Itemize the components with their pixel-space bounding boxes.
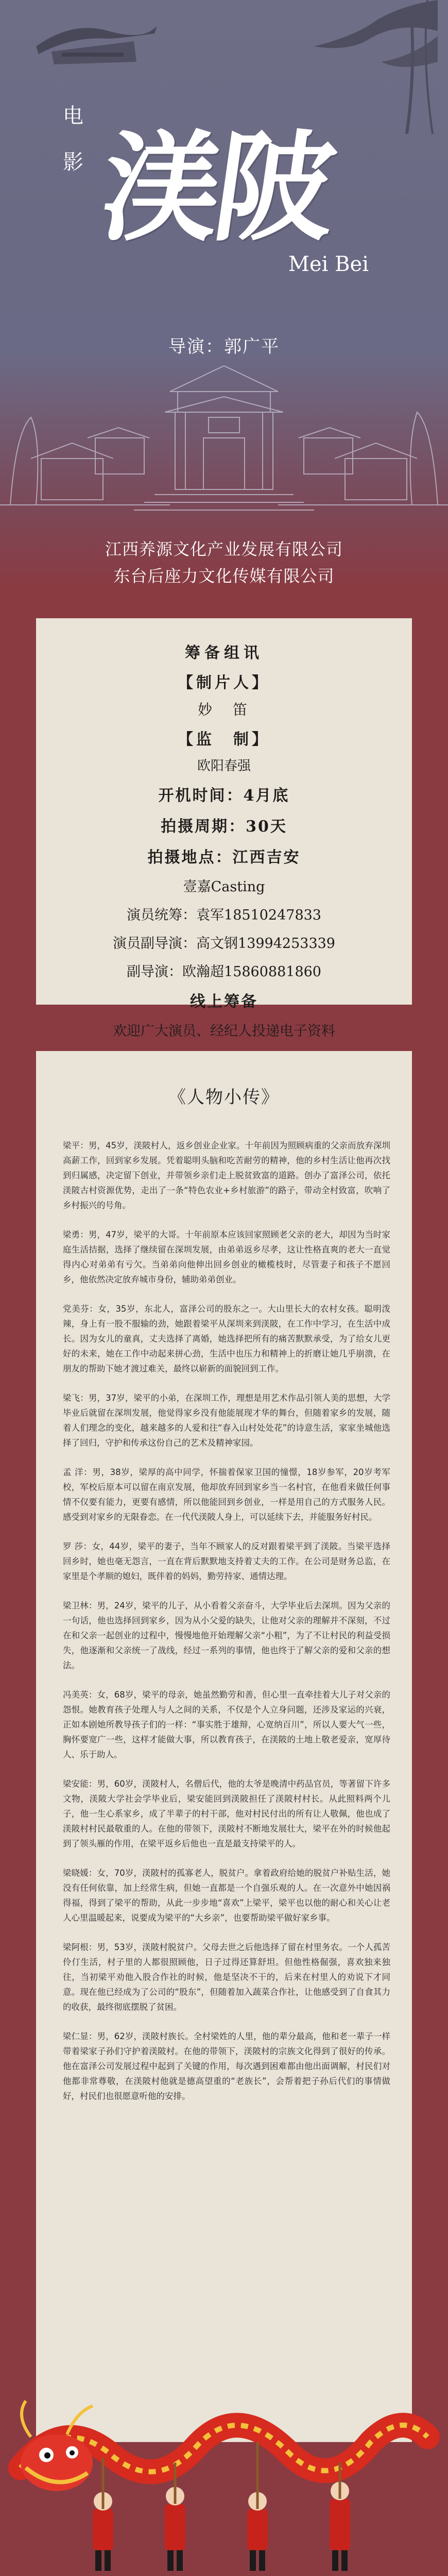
supervisor-label: 【监 制】	[178, 731, 270, 749]
ink-tree-illustration	[283, 0, 438, 134]
crew-announcement-card	[36, 618, 412, 1039]
cast-deputy-director-1: 演员副导演：高文钢13994253339	[113, 936, 335, 952]
bio-paragraph: 梁晓媛：女，70岁，渼陂村的孤寡老人，脱贫户。拿着政府给她的脱贫户补贴生活，她没有任何依靠，加上经常生病，但她一直都是一个自强乐观的人。在一次意外中她因祸得福，得到了梁平的帮助，从此一步步地“喜欢”上梁平，梁平也以他的耐心和关心让老人心里温暖起来，说要成为梁平的“大乡亲”，也要帮助梁平做好家乡事。	[63, 1868, 390, 1923]
producer-name: 妙 笛	[197, 701, 250, 718]
crew-heading: 筹备组讯	[185, 644, 263, 662]
producer-label: 【制片人】	[178, 674, 270, 692]
film-label-char-1: 电	[63, 104, 83, 128]
bio-paragraph: 梁安能：男，60岁，渼陂村人，名僧后代，他的太爷是晚清中药品官员，等著留下许多文物，渼陂大学社会学毕业后，梁安能回到渼陂担任了渼陂村村长。从此照料两个儿子，他一生心系家乡，成了半辈子的村干部，他对村民付出的所有让人敬佩，他也成了渼陂村村民最敬重的人。在他的带领下，渼陂村不断地发展壮大，梁平在外的时候他起到了领头雁的作用，在梁平返乡后他也一直是最支持梁平的人。	[63, 1779, 390, 1849]
movie-title-chinese: 渼陂	[93, 118, 339, 258]
production-companies	[0, 536, 448, 587]
cast-deputy-director-2: 副导演：欧瀚超15860881860	[127, 964, 321, 980]
bio-paragraph: 梁阿根：男，53岁，渼陂村脱贫户。父母去世之后他选择了留在村里务农。一个人孤苦伶仃生活，村子里的人都很照顾他，日子过得还算舒坦。但他性格倔强，喜欢独来独往，当初梁平劝他入股合作社的时候，他是坚决不干的，后来在村里人的劝说下才同意。现在他已经成为了公司的“股东”，但随着加入蔬菜合作社，让他感受到了自食其力的收获，最终彻底摆脱了贫困。	[63, 1942, 390, 2012]
movie-title-english: Mei Bei	[288, 252, 369, 276]
bio-paragraph: 梁平：男，45岁，渼陂村人，返乡创业企业家。十年前因为照顾病重的父亲而放弃深圳高薪工作，回到家乡发展。凭着聪明头脑和吃苦耐劳的精神，他的乡村生活让他再次找到归属感，决定留下创业，并带领乡亲们走上脱贫致富的道路。创办了富泽公司，依托渼陂古村资源优势，走出了一条“特色农业+乡村旅游”的路子，带动全村致富，吹响了乡村振兴的号角。	[63, 1141, 390, 1210]
dragon-dance-illustration	[0, 2339, 448, 2576]
welcome-note: 欢迎广大演员、经纪人投递电子资料	[113, 1023, 335, 1039]
shoot-period: 拍摄周期：30天	[161, 818, 287, 836]
film-label	[58, 93, 89, 185]
online-prep: 线上筹备	[190, 993, 258, 1011]
company-1: 江西养源文化产业发展有限公司	[105, 539, 343, 559]
hero-banner	[0, 0, 448, 587]
bio-paragraph: 梁飞：男，37岁，梁平的小弟，在深圳工作，理想是用艺术作品引领人美的思想，大学毕业后就留在深圳发展，他觉得家乡没有他能展现才华的舞台，但随着家乡的发展，随着人们理念的变化，越来越多的人爱和往“春入山村处处花”的诗意生活，家家坐城他选择了回归，守护和传承这份自己的艺术及精神家园。	[63, 1393, 390, 1448]
bio-paragraph: 党美芬：女，35岁，东北人，富泽公司的股东之一。大山里长大的农村女孩。聪明泼辣，身上有一股不服输的劲，她跟着梁平从深圳来到渼陂，在工作中学习，在生活中成长。因为女儿的童真，丈夫选择了离婚，她选择把所有的痛苦默默承受，为了给女儿更好的未来，她在工作中动起来拼心劲，生活中也压力和精神上的折磨让她几乎崩溃，在朋友的帮助下她才渡过难关，最终以崭新的面貌回到工作。	[63, 1304, 390, 1374]
film-label-char-2: 影	[63, 150, 83, 174]
casting-agency: 壹嘉Casting	[183, 879, 265, 895]
company-2: 东台后座力文化传媒有限公司	[113, 566, 335, 586]
bio-paragraph: 孟 洋：男，38岁，梁厚的高中同学，怀揣着保家卫国的憧憬，18岁参军，20岁考军校，军校后原本可以留在南京发展，他却放弃回到家乡当一名村官，在他看来做任何事情不仅要有能力，更要有感情，所以他能回到乡创业，一样是用自己的方式服务人民。感受到对家乡的无限眷恋。在一代代渼陂人身上，可以延续下去，并能服务好村民。	[63, 1467, 390, 1522]
start-time: 开机时间：4月底	[158, 787, 290, 805]
bio-paragraph: 罗 莎：女，44岁，梁平的妻子，当年不顾家人的反对跟着梁平到了渼陂。当梁平选择回乡时，她也毫无怨言，一直在背后默默地支持着丈夫的工作。在公司是财务总监，在家里是个孝顺的媳妇，既伴着的妈妈，勤劳持家、通情达理。	[63, 1541, 390, 1581]
bio-paragraph: 梁卫林：男，24岁，梁平的儿子，从小看着父亲奋斗，大学毕业后去深圳。因为父亲的一句话，他也选择回到家乡，因为从小父爱的缺失，让他对父亲的理解并不深刻，不过在和父亲一起创业的过程中，慢慢地他开始理解父亲“小粗”，为了不让村民的利益受损失，他逐渐和父亲统一了战线，经过一系列的事情，他也终于了解父亲的爱和父亲的想法。	[63, 1601, 390, 1670]
bios-title: 《人物小传》	[168, 1087, 280, 1108]
shoot-location: 拍摄地点：江西吉安	[147, 849, 301, 867]
character-bios-card	[36, 1051, 412, 2442]
bio-paragraph: 梁勇：男，47岁，梁平的大哥。十年前原本应该回家照顾老父亲的老大，却因为当时家庭生活拮据，选择了继续留在深圳发展，由弟弟返乡尽孝，这让性格直爽的老大一直觉得内心对弟弟有亏欠。当弟弟向他伸出回乡创业的橄榄枝时，尽管妻子和孩子不愿回乡，他依然决定放弃城市身份，辅助弟弟创业。	[63, 1230, 390, 1284]
ink-roof-illustration	[31, 10, 160, 67]
supervisor-name: 欧阳春强	[197, 758, 251, 774]
director-credit: 导演：郭广平	[168, 336, 280, 357]
bio-paragraph: 梁仁显：男，62岁，渼陂村族长。全村梁姓的人里，他的辈分最高，他和老一辈子一样带着梁家子孙们守护着渼陂村。在他的带领下，渼陂村的宗族文化得到了很好的传承。他在富泽公司发展过程中起到了关键的作用，每次遇到困难都由他出面调解，村民们对他都非常尊敬，在渼陂村他就是德高望重的“老族长”，会帮着把子孙后代们的事情做好，村民们也很愿意听他的安排。	[63, 2031, 390, 2101]
bio-paragraph: 冯美英：女，68岁，梁平的母亲，她虽然勤劳和善，但心里一直牵挂着大儿子对父亲的怨恨。她教育孩子处理人与人之间的关系，不仅是个人立身问题，还涉及家运的兴衰，正如本剧她所教导孩子们的一样：“事实胜于雄辩，心宽纳百川”，所以人要大气一些，胸怀要宽广一些，这样才能做大事，所以教育孩子，在渼陂的土地上敬老爱亲，宽厚待人、乐于助人。	[63, 1690, 390, 1759]
cast-director: 演员统筹：袁军18510247833	[127, 907, 321, 923]
